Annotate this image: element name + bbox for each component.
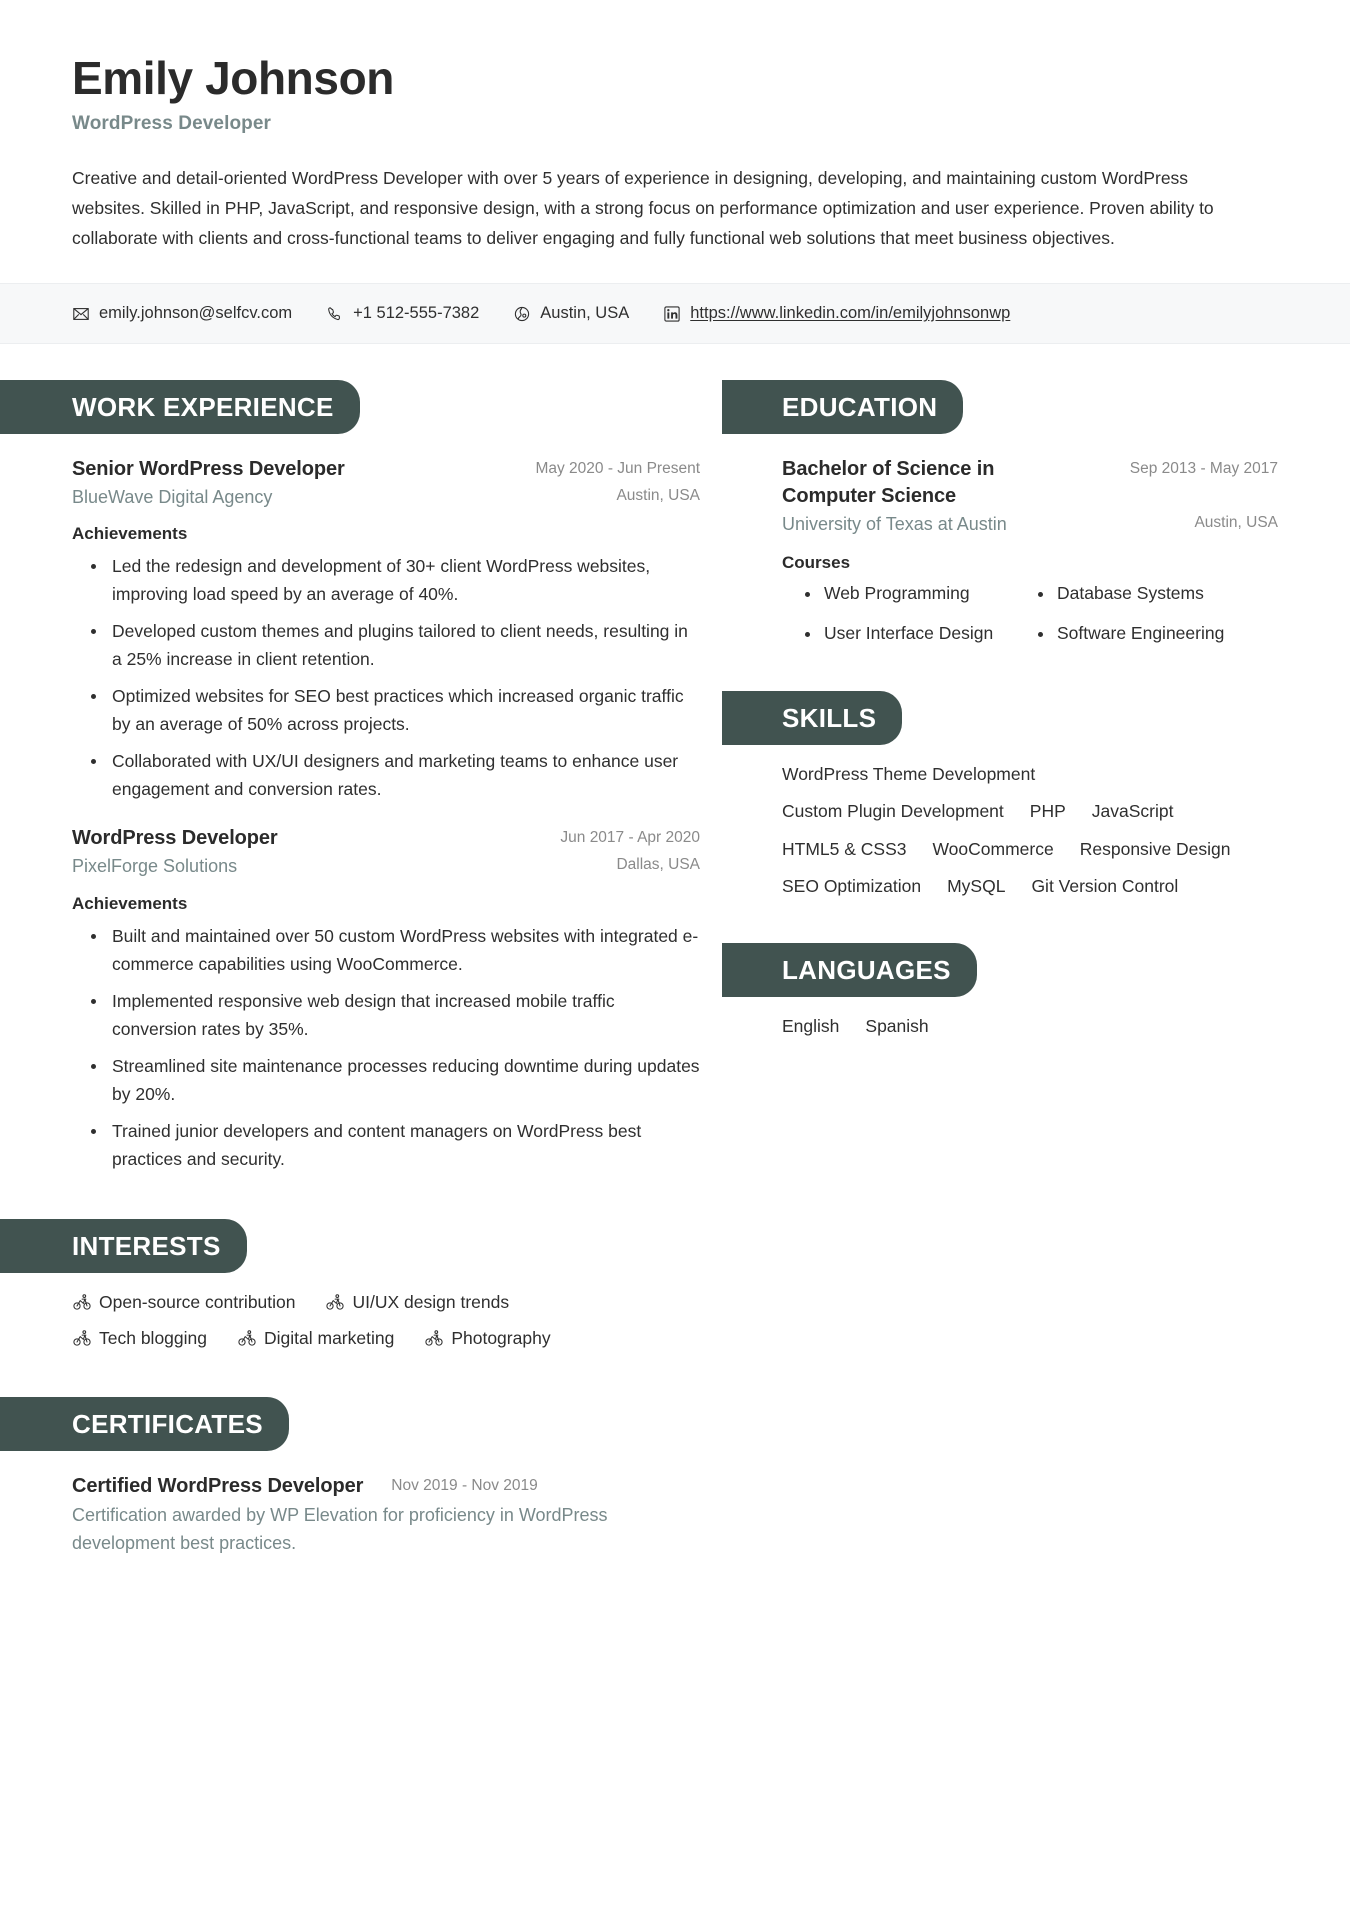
skill-tag: HTML5 & CSS3: [782, 838, 907, 859]
certificate-description: Certification awarded by WP Elevation for proficiency in WordPress development best practices.: [72, 1505, 608, 1554]
contact-value: Austin, USA: [540, 304, 630, 323]
education-date-range: Sep 2013 - May 2017: [1129, 460, 1278, 478]
achievement-item: Implemented responsive web design that increased mobile traffic conversion rates by 35%.: [110, 987, 700, 1043]
contact-value: +1 512-555-7382: [353, 304, 480, 323]
achievements-label: Achievements: [72, 524, 188, 544]
course-item: Database Systems: [1057, 581, 1278, 607]
achievement-item: Optimized websites for SEO best practices which increased organic traffic by an average of 50% across projects.: [110, 682, 700, 738]
section-education: [722, 380, 1278, 647]
interests-list: [72, 1289, 632, 1352]
bicycle-icon: [326, 1292, 345, 1311]
left-column: [0, 344, 700, 1558]
section-heading-certificates: CERTIFICATES: [0, 1397, 289, 1451]
achievement-item: Collaborated with UX/UI designers and marketing teams to enhance user engagement and conversion rates.: [110, 747, 700, 803]
interest-label: Open-source contribution: [99, 1291, 296, 1312]
skill-tag: Responsive Design: [1079, 838, 1231, 859]
company-name: PixelForge Solutions: [72, 856, 238, 877]
section-skills: [722, 691, 1278, 899]
bicycle-icon: [72, 1329, 91, 1348]
education-location: Austin, USA: [1194, 514, 1278, 532]
contact-item-phone: [326, 302, 479, 325]
skills-list: [782, 761, 1278, 899]
job-location: Austin, USA: [616, 487, 700, 505]
candidate-job-title: WordPress Developer: [72, 112, 272, 134]
courses-label: Courses: [782, 553, 851, 573]
achievement-item: Developed custom themes and plugins tailored to client needs, resulting in a 25% increase in client retention.: [110, 617, 700, 673]
languages-list: [782, 1013, 1278, 1039]
achievements-list: [72, 922, 700, 1173]
achievement-item: Led the redesign and development of 30+ client WordPress websites, improving load speed by an average of 40%.: [110, 552, 700, 608]
work-experience-entry: [72, 456, 700, 803]
skills-body: [722, 761, 1278, 899]
work-experience-entry: [72, 825, 700, 1172]
skill-tag: PHP: [1029, 801, 1066, 822]
courses-list: [782, 581, 1278, 647]
contact-item-envelope: [72, 302, 292, 325]
phone-icon: [326, 305, 344, 323]
bicycle-icon: [237, 1329, 256, 1348]
achievement-item: Streamlined site maintenance processes reducing downtime during updates by 20%.: [110, 1052, 700, 1108]
work-experience-entries: [0, 456, 700, 1172]
section-work-experience: [0, 380, 700, 1172]
education-entries: [722, 456, 1278, 647]
job-date-range: May 2020 - Jun Present: [535, 460, 700, 478]
achievement-item: Built and maintained over 50 custom WordPress websites with integrated e-commerce capabilities using WooCommerce.: [110, 922, 700, 978]
education-entry: [782, 456, 1278, 647]
contact-value: emily.johnson@selfcv.com: [99, 304, 293, 323]
certificates-body: [0, 1473, 700, 1558]
candidate-name: Emily Johnson: [72, 52, 394, 104]
location-pin-icon: [513, 305, 531, 323]
company-name: BlueWave Digital Agency: [72, 487, 273, 508]
interest-item: [72, 1289, 296, 1315]
interest-label: Digital marketing: [264, 1327, 395, 1348]
interest-item: [424, 1325, 550, 1351]
interest-label: UI/UX design trends: [352, 1291, 510, 1312]
certificate-date-range: Nov 2019 - Nov 2019: [391, 1477, 538, 1495]
course-item: Web Programming: [824, 581, 1045, 607]
contact-item-location-pin: [513, 302, 629, 325]
language-tag: English: [782, 1016, 840, 1037]
linkedin-icon: [663, 305, 681, 323]
section-heading-interests: INTERESTS: [0, 1219, 247, 1273]
achievement-item: Trained junior developers and content managers on WordPress best practices and security.: [110, 1117, 700, 1173]
resume-body: [0, 344, 1350, 1558]
degree-title: Bachelor of Science in Computer Science: [782, 458, 995, 508]
envelope-icon: [72, 305, 90, 323]
skill-tag: WooCommerce: [932, 838, 1054, 859]
interest-item: [326, 1289, 510, 1315]
job-date-range: Jun 2017 - Apr 2020: [560, 829, 700, 847]
interest-item: [237, 1325, 394, 1351]
course-item: Software Engineering: [1057, 621, 1278, 647]
skill-tag: JavaScript: [1091, 801, 1174, 822]
certificate-title: Certified WordPress Developer: [72, 1475, 364, 1498]
interest-label: Tech blogging: [99, 1327, 207, 1348]
resume-header: [0, 0, 1350, 283]
language-tag: Spanish: [865, 1016, 929, 1037]
interest-label: Photography: [451, 1327, 551, 1348]
job-title: WordPress Developer: [72, 827, 278, 850]
contact-bar: [0, 283, 1350, 344]
section-certificates: [0, 1397, 700, 1558]
section-heading-education: EDUCATION: [722, 380, 963, 434]
skill-tag: MySQL: [947, 875, 1006, 896]
professional-summary: Creative and detail-oriented WordPress Developer with over 5 years of experience in designing, developing, and maintaining custom WordPress websites. Skilled in PHP, JavaScript, and responsive design, with a strong focus on performance optimization and user experience. Proven ability to collaborate with clients and cross-functional teams to deliver engaging and fully functional web solutions that meet business objectives.: [72, 167, 1214, 249]
section-heading-languages: LANGUAGES: [722, 943, 977, 997]
achievements-list: [72, 552, 700, 803]
certificate-entry: [72, 1473, 700, 1558]
section-heading-skills: SKILLS: [722, 691, 902, 745]
job-title: Senior WordPress Developer: [72, 458, 345, 481]
interest-item: [72, 1325, 207, 1351]
achievements-label: Achievements: [72, 893, 188, 913]
skill-tag: Custom Plugin Development: [782, 801, 1004, 822]
bicycle-icon: [424, 1329, 443, 1348]
section-heading-work-experience: WORK EXPERIENCE: [0, 380, 360, 434]
right-column: [700, 344, 1278, 1039]
course-item: User Interface Design: [824, 621, 1045, 647]
contact-item-linkedin[interactable]: [663, 302, 1010, 325]
skill-tag: Git Version Control: [1031, 875, 1179, 896]
languages-body: [722, 1013, 1278, 1039]
section-languages: [722, 943, 1278, 1039]
section-interests: [0, 1219, 700, 1352]
skill-tag: SEO Optimization: [782, 875, 922, 896]
job-location: Dallas, USA: [616, 856, 700, 874]
interests-body: [0, 1289, 700, 1352]
contact-value[interactable]: https://www.linkedin.com/in/emilyjohnsonwp: [690, 304, 1011, 323]
skill-tag: WordPress Theme Development: [782, 764, 1036, 785]
bicycle-icon: [72, 1292, 91, 1311]
school-name: University of Texas at Austin: [782, 514, 1007, 535]
